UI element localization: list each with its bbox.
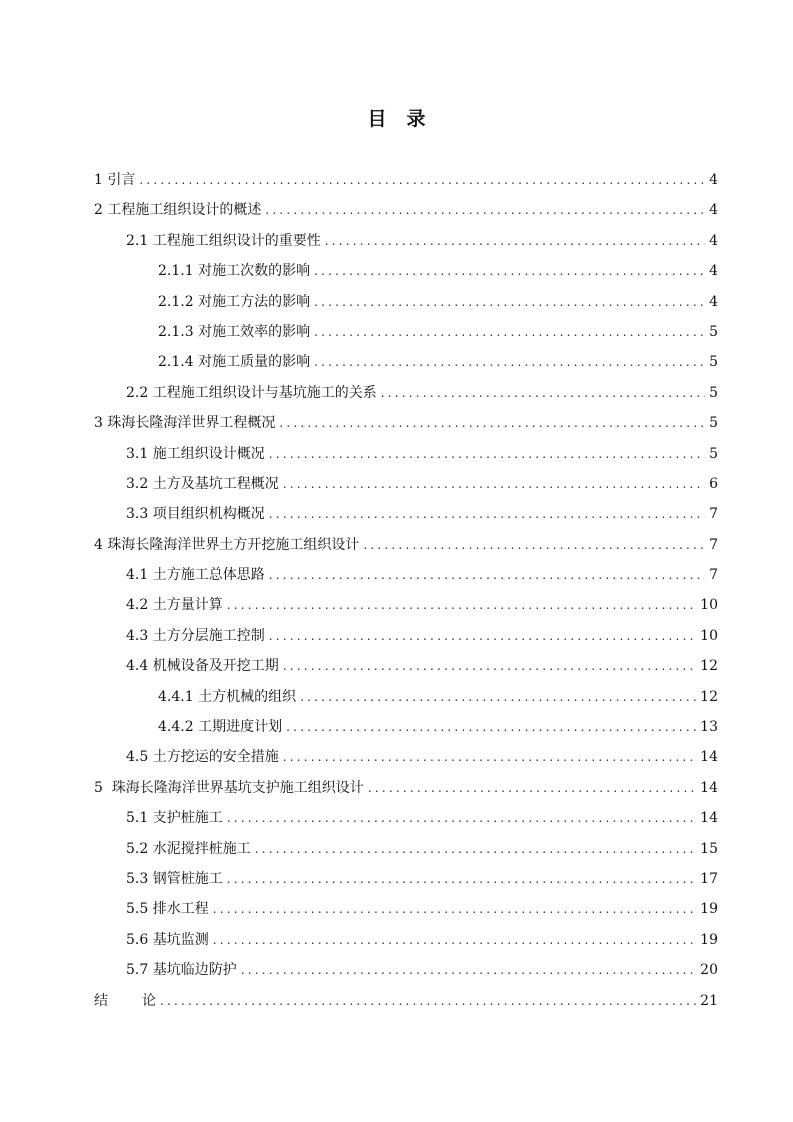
toc-entry-label: 4.3 土方分层施工控制 bbox=[126, 627, 265, 644]
toc-entry-page: 7 bbox=[709, 506, 718, 523]
toc-entry-page: 6 bbox=[709, 475, 718, 492]
toc-entry-label: 2 工程施工组织设计的概述 bbox=[94, 202, 262, 219]
toc-entry-conclusion[interactable] bbox=[94, 986, 718, 1016]
toc-entry-label: 4.4 机械设备及开挖工期 bbox=[126, 658, 279, 675]
toc-entry-page: 7 bbox=[709, 536, 718, 553]
toc-leader-dots bbox=[314, 317, 705, 347]
toc-entry-label: 1 引言 bbox=[94, 172, 136, 188]
toc-entry-label: 4.1 土方施工总体思路 bbox=[126, 567, 265, 584]
toc-leader-dots bbox=[286, 712, 696, 742]
toc-entry-label: 4.4.1 土方机械的组织 bbox=[158, 688, 297, 705]
toc-entry-page: 5 bbox=[709, 354, 718, 371]
toc-entry-page: 19 bbox=[700, 931, 718, 948]
toc-entry-label: 5.6 基坑监测 bbox=[126, 931, 209, 948]
toc-entry-label: 5.5 排水工程 bbox=[126, 901, 209, 918]
toc-leader-dots bbox=[227, 803, 696, 833]
toc-entry-page: 14 bbox=[700, 779, 718, 796]
toc-entry[interactable] bbox=[94, 560, 718, 590]
toc-leader-dots bbox=[265, 195, 705, 225]
toc-entry[interactable] bbox=[94, 864, 718, 894]
toc-entry-label: 2.1.4 对施工质量的影响 bbox=[158, 354, 311, 371]
toc-entry-label: 2.1 工程施工组织设计的重要性 bbox=[126, 232, 321, 249]
toc-leader-dots bbox=[283, 742, 696, 772]
toc-entry-label: 5.2 水泥搅拌桩施工 bbox=[126, 840, 251, 857]
toc-entry-label: 5.7 基坑临边防护 bbox=[126, 962, 237, 979]
toc-leader-dots bbox=[381, 378, 705, 408]
toc-entry-label: 2.2 工程施工组织设计与基坑施工的关系 bbox=[126, 384, 377, 401]
toc-entry-label: 3 珠海长隆海洋世界工程概况 bbox=[94, 415, 276, 432]
toc-entry[interactable] bbox=[94, 165, 718, 195]
toc-entry-page: 4 bbox=[709, 293, 718, 310]
toc-entry[interactable] bbox=[94, 621, 718, 651]
toc-leader-dots bbox=[139, 165, 705, 195]
toc-leader-dots bbox=[255, 834, 696, 864]
toc-entry[interactable] bbox=[94, 773, 718, 803]
toc-entry-label: 2.1.1 对施工次数的影响 bbox=[158, 263, 311, 280]
toc-entry[interactable] bbox=[94, 469, 718, 499]
toc-entry-page: 4 bbox=[709, 232, 718, 249]
toc-entry[interactable] bbox=[94, 742, 718, 772]
toc-entry-label: 5.3 钢管桩施工 bbox=[126, 870, 223, 887]
toc-entry-label: 5 珠海长隆海洋世界基坑支护施工组织设计 bbox=[94, 779, 364, 796]
toc-entry-page: 12 bbox=[700, 688, 718, 705]
toc-entry-page: 13 bbox=[700, 719, 718, 736]
toc-entry-page: 4 bbox=[709, 202, 718, 219]
toc-entry[interactable] bbox=[94, 530, 718, 560]
toc-entry-page: 14 bbox=[700, 810, 718, 827]
toc-leader-dots bbox=[279, 408, 705, 438]
toc-leader-dots bbox=[269, 499, 705, 529]
toc-leader-dots bbox=[269, 621, 696, 651]
toc-leader-dots bbox=[368, 773, 696, 803]
toc-entry-page: 10 bbox=[700, 627, 718, 644]
toc-entry-page: 19 bbox=[700, 901, 718, 918]
toc-entry-page: 5 bbox=[709, 415, 718, 432]
toc-entry-page: 15 bbox=[700, 840, 718, 857]
toc-entry-label bbox=[94, 986, 156, 1016]
table-of-contents bbox=[94, 165, 718, 1016]
toc-entry-label: 4.5 土方挖运的安全措施 bbox=[126, 749, 279, 766]
toc-entry[interactable] bbox=[94, 712, 718, 742]
toc-leader-dots bbox=[227, 590, 696, 620]
toc-entry-label: 4.4.2 工期进度计划 bbox=[158, 719, 283, 736]
toc-leader-dots bbox=[314, 256, 705, 286]
toc-entry-label: 3.1 施工组织设计概况 bbox=[126, 445, 265, 462]
toc-entry-page: 14 bbox=[700, 749, 718, 766]
toc-leader-dots bbox=[314, 347, 705, 377]
toc-entry-page: 4 bbox=[709, 172, 718, 188]
toc-entry[interactable] bbox=[94, 682, 718, 712]
toc-entry-page: 21 bbox=[700, 992, 718, 1009]
toc-entry-label: 3.3 项目组织机构概况 bbox=[126, 506, 265, 523]
toc-leader-dots bbox=[283, 469, 705, 499]
conclusion-char-2: 论 bbox=[142, 992, 156, 1009]
toc-leader-dots bbox=[227, 864, 696, 894]
toc-leader-dots bbox=[213, 925, 696, 955]
toc-leader-dots bbox=[363, 530, 705, 560]
toc-leader-dots bbox=[241, 955, 696, 985]
toc-entry[interactable] bbox=[94, 925, 718, 955]
toc-entry-page: 17 bbox=[700, 870, 718, 887]
toc-entry[interactable] bbox=[94, 803, 718, 833]
toc-entry[interactable] bbox=[94, 378, 718, 408]
toc-entry-page: 7 bbox=[709, 567, 718, 584]
title-char-2: 录 bbox=[406, 108, 426, 130]
toc-leader-dots bbox=[300, 682, 696, 712]
toc-entry[interactable] bbox=[94, 195, 718, 225]
toc-entry-page: 5 bbox=[709, 384, 718, 401]
toc-entry[interactable] bbox=[94, 287, 718, 317]
toc-entry[interactable] bbox=[94, 226, 718, 256]
page-title bbox=[0, 104, 793, 131]
toc-entry[interactable] bbox=[94, 834, 718, 864]
toc-entry[interactable] bbox=[94, 317, 718, 347]
toc-entry-label: 4 珠海长隆海洋世界土方开挖施工组织设计 bbox=[94, 536, 360, 553]
toc-entry-page: 5 bbox=[709, 323, 718, 340]
toc-entry[interactable] bbox=[94, 651, 718, 681]
toc-entry[interactable] bbox=[94, 439, 718, 469]
toc-entry[interactable] bbox=[94, 256, 718, 286]
toc-entry[interactable] bbox=[94, 955, 718, 985]
toc-entry[interactable] bbox=[94, 408, 718, 438]
toc-leader-dots bbox=[283, 651, 696, 681]
toc-entry-label: 2.1.2 对施工方法的影响 bbox=[158, 293, 311, 310]
toc-entry-page: 4 bbox=[709, 263, 718, 280]
toc-entry-page: 20 bbox=[700, 962, 718, 979]
toc-entry[interactable] bbox=[94, 590, 718, 620]
toc-entry-label: 3.2 土方及基坑工程概况 bbox=[126, 475, 279, 492]
toc-entry-page: 10 bbox=[700, 597, 718, 614]
conclusion-char-1: 结 bbox=[94, 992, 108, 1009]
toc-leader-dots bbox=[325, 226, 705, 256]
toc-entry-label: 4.2 土方量计算 bbox=[126, 597, 223, 614]
title-char-1: 目 bbox=[367, 108, 387, 130]
toc-entry-label: 2.1.3 对施工效率的影响 bbox=[158, 323, 311, 340]
toc-leader-dots bbox=[213, 894, 696, 924]
toc-entry[interactable] bbox=[94, 499, 718, 529]
toc-entry[interactable] bbox=[94, 347, 718, 377]
toc-leader-dots bbox=[160, 986, 696, 1016]
toc-entry-page: 5 bbox=[709, 445, 718, 462]
toc-leader-dots bbox=[269, 560, 705, 590]
toc-leader-dots bbox=[314, 287, 705, 317]
toc-entry[interactable] bbox=[94, 894, 718, 924]
toc-leader-dots bbox=[269, 439, 705, 469]
toc-entry-page: 12 bbox=[700, 658, 718, 675]
toc-entry-label: 5.1 支护桩施工 bbox=[126, 810, 223, 827]
